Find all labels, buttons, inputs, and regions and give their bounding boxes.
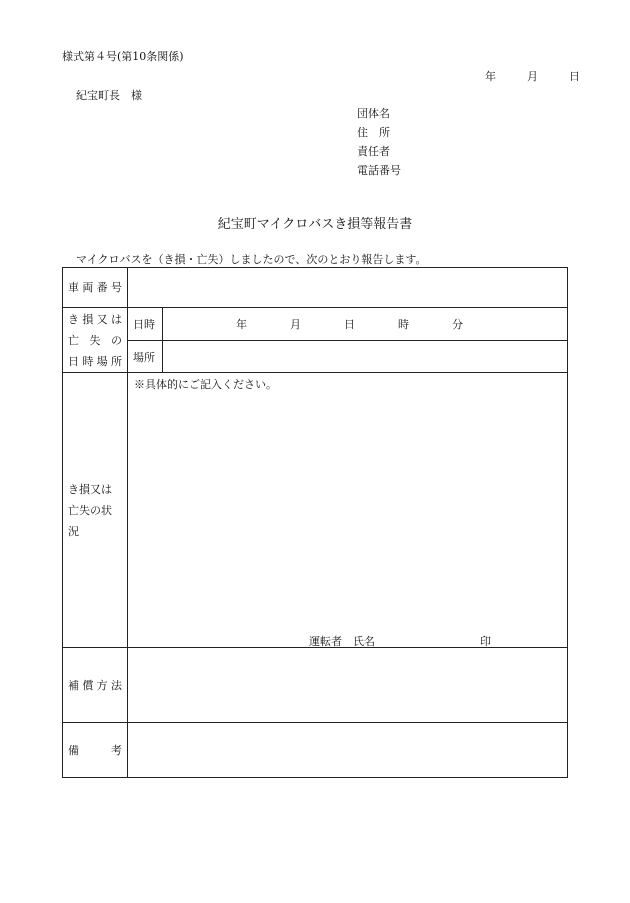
group-name-label: 団体名 — [357, 107, 390, 120]
address-label: 住 所 — [357, 126, 390, 139]
month-label: 月 — [527, 70, 538, 83]
sender-block — [357, 104, 401, 180]
seal-mark: 印 — [480, 635, 491, 648]
datetime-minute-unit: 分 — [452, 318, 463, 331]
datetime-year-unit: 年 — [236, 318, 247, 331]
situation-row — [63, 373, 568, 648]
place-field[interactable] — [163, 341, 568, 373]
vehicle-number-field[interactable] — [128, 268, 568, 308]
compensation-field[interactable] — [128, 648, 568, 723]
driver-name-label: 運転者 氏名 — [309, 635, 375, 648]
report-table — [62, 267, 568, 778]
remarks-label: 備 考 — [63, 723, 128, 778]
datetime-field[interactable] — [163, 308, 568, 341]
situation-field[interactable] — [128, 373, 568, 648]
remarks-row — [63, 723, 568, 778]
addressee: 紀宝町長 様 — [76, 89, 142, 102]
datetime-hour-unit: 時 — [398, 318, 409, 331]
datetime-month-unit: 月 — [290, 318, 301, 331]
vehicle-number-label: 車両番号 — [63, 268, 128, 308]
date-line — [485, 68, 580, 84]
loss-datetime-label-line-2: 亡 失 の — [68, 333, 122, 347]
intro-text: マイクロバスを（き損・亡失）しましたので、次のとおり報告します。 — [76, 253, 427, 266]
place-label: 場所 — [128, 341, 163, 373]
loss-datetime-label-line-3: 日時場所 — [68, 354, 122, 368]
place-row — [63, 341, 568, 373]
phone-label: 電話番号 — [357, 164, 401, 177]
loss-datetime-label-line-1: き損又は — [68, 312, 122, 326]
driver-signature-line — [309, 633, 491, 649]
document-title: 紀宝町マイクロバスき損等報告書 — [217, 217, 413, 232]
vehicle-number-row — [63, 268, 568, 308]
day-label: 日 — [569, 70, 580, 83]
year-label: 年 — [485, 70, 496, 83]
datetime-label: 日時 — [128, 308, 163, 341]
datetime-row — [63, 308, 568, 341]
loss-datetime-label — [63, 308, 128, 373]
datetime-day-unit: 日 — [344, 318, 355, 331]
compensation-row — [63, 648, 568, 723]
situation-label-line-3: 況 — [68, 524, 79, 538]
responsible-label: 責任者 — [357, 145, 390, 158]
situation-note: ※具体的にご記入ください。 — [134, 378, 277, 391]
situation-label-line-1: き損又は — [68, 482, 112, 496]
form-reference: 様式第４号(第10条関係) — [62, 50, 184, 63]
compensation-label: 補償方法 — [63, 648, 128, 723]
situation-label — [63, 373, 128, 648]
remarks-field[interactable] — [128, 723, 568, 778]
situation-label-line-2: 亡失の状 — [68, 503, 112, 517]
